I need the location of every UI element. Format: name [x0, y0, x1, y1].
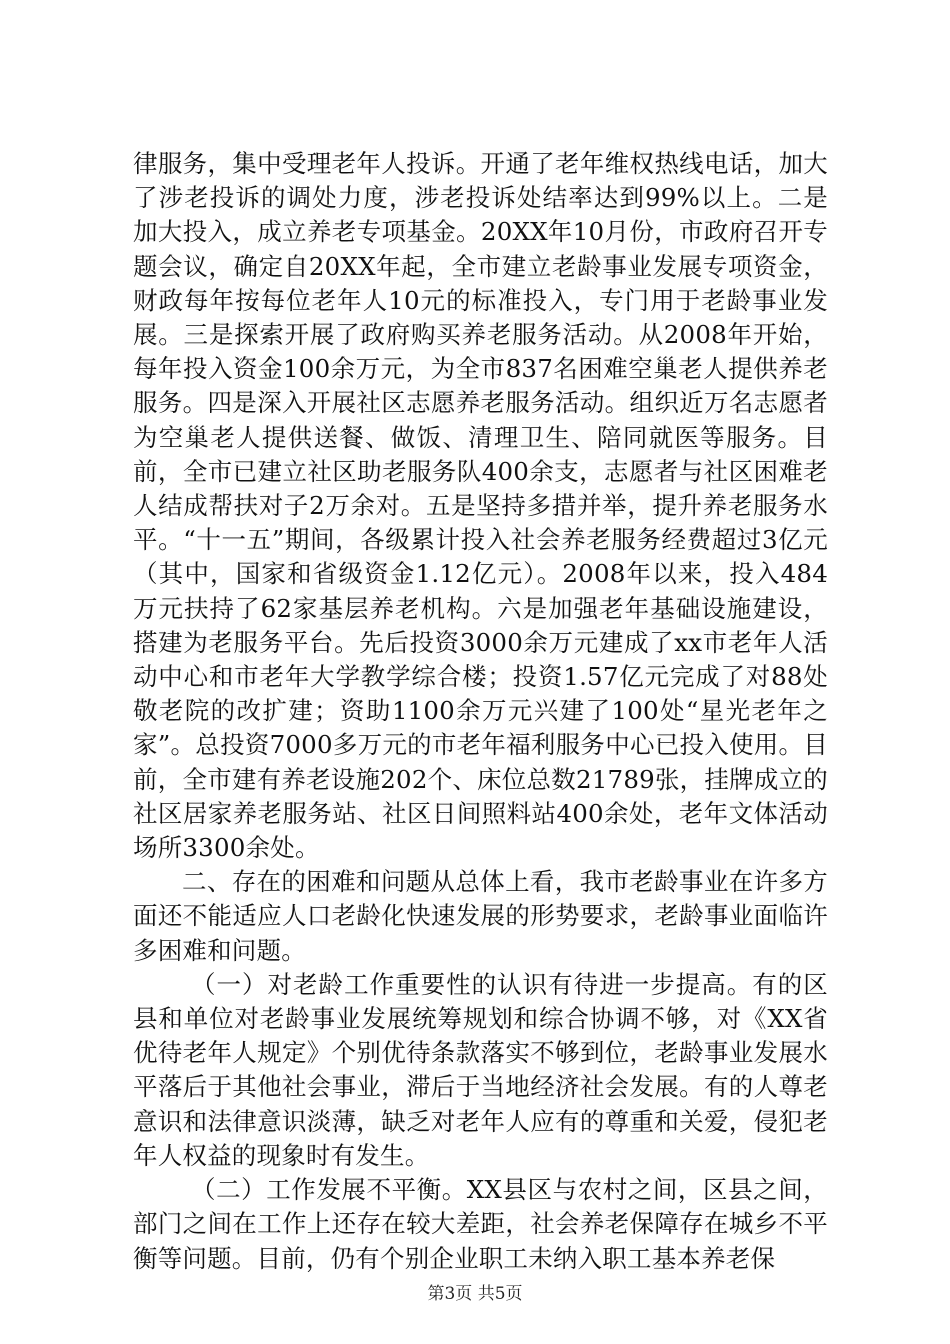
page-number-footer: 第3页 共5页 — [427, 1284, 523, 1304]
paragraph-uneven-development: （二）工作发展不平衡。XX县区与农村之间，区县之间，部门之间在工作上还存在较大差距，社会养老保障存在城乡不平衡等问题。目前，仍有个别企业职工未纳入职工基本养老保 — [133, 1175, 828, 1273]
paragraph-difficulties-heading: 二、存在的困难和问题从总体上看，我市老龄事业在许多方面还不能适应人口老龄化快速发展的形势要求，老龄事业面临许多困难和问题。 — [133, 867, 828, 965]
paragraph-awareness-issue: （一）对老龄工作重要性的认识有待进一步提高。有的区县和单位对老龄事业发展统筹规划和综合协调不够，对《XX省优待老年人规定》个别优待条款落实不够到位，老龄事业发展水平落后于其他社会事业，滞后于当地经济社会发展。有的人尊老意识和法律意识淡薄，缺乏对老年人应有的尊重和关爱，侵犯老年人权益的现象时有发生。 — [133, 969, 828, 1170]
paragraph-elderly-services-measures: 律服务，集中受理老年人投诉。开通了老年维权热线电话，加大了涉老投诉的调处力度，涉老投诉处结率达到99%以上。二是加大投入，成立养老专项基金。20XX年10月份，市政府召开专题会议，确定自20XX年起，全市建立老龄事业发展专项资金，财政每年按每位老年人10元的标准投入，专门用于老龄事业发展。三是探索开展了政府购买养老服务活动。从2008年开始，每年投入资金100余万元，为全市837名困难空巢老人提供养老服务。四是深入开展社区志愿养老服务活动。组织近万名志愿者为空巢老人提供送餐、做饭、清理卫生、陪同就医等服务。目前，全市已建立社区助老服务队400余支，志愿者与社区困难老人结成帮扶对子2万余对。五是坚持多措并举，提升养老服务水平。“十一五”期间，各级累计投入社会养老服务经费超过3亿元（其中，国家和省级资金1.12亿元）。2008年以来，投入484万元扶持了62家基层养老机构。六是加强老年基础设施建设，搭建为老服务平台。先后投资3000余万元建成了xx市老年人活动中心和市老年大学教学综合楼；投资1.57亿元完成了对88处敬老院的改扩建；资助1100余万元兴建了100处“星光老年之家”。总投资7000多万元的市老年福利服务中心已投入使用。目前，全市建有养老设施202个、床位总数21789张，挂牌成立的社区居家养老服务站、社区日间照料站400余处，老年文体活动场所3300余处。 — [133, 149, 828, 863]
document-body — [133, 147, 828, 1276]
